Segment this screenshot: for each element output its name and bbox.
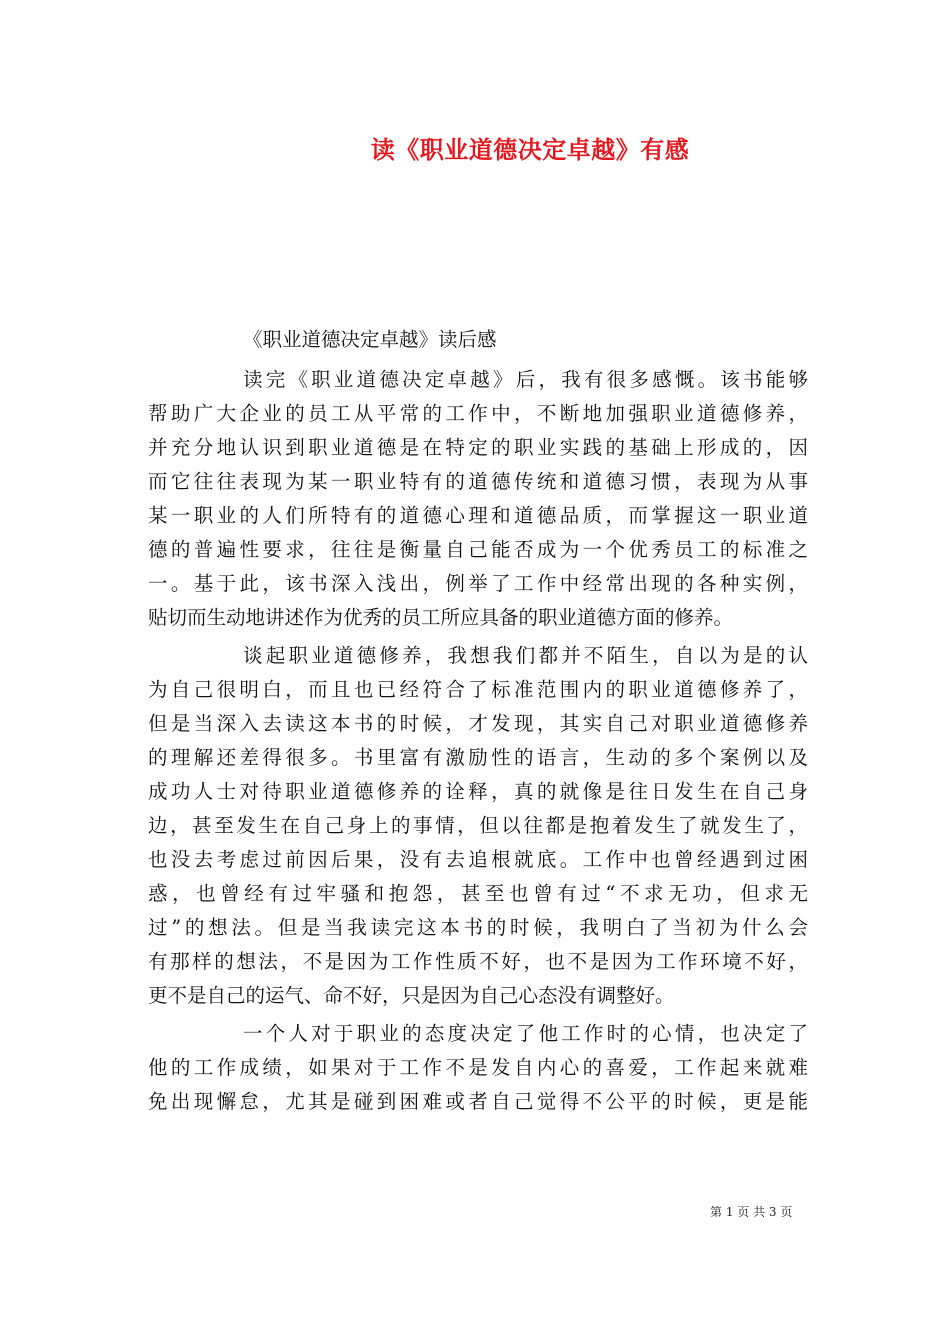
- paragraph-line: 免出现懈怠，尤其是碰到困难或者自己觉得不公平的时候，更是能: [148, 1090, 808, 1113]
- paragraph-line: 但是当深入去读这本书的时候，才发现，其实自己对职业道德修养: [148, 712, 808, 735]
- paragraph-line: 过”的想法。但是当我读完这本书的时候，我明白了当初为什么会: [148, 916, 808, 939]
- paragraph-line: 有那样的想法，不是因为工作性质不好，也不是因为工作环境不好，: [148, 950, 808, 973]
- document-subtitle: 《职业道德决定卓越》读后感: [243, 328, 497, 351]
- paragraph-line: 帮助广大企业的员工从平常的工作中，不断地加强职业道德修养，: [148, 402, 808, 425]
- paragraph-line: 他的工作成绩，如果对于工作不是发自内心的喜爱，工作起来就难: [148, 1056, 808, 1079]
- paragraph-line: 某一职业的人们所特有的道德心理和道德品质，而掌握这一职业道: [148, 504, 808, 527]
- paragraph-line: 边，甚至发生在自己身上的事情，但以往都是抱着发生了就发生了，: [148, 814, 808, 837]
- paragraph-line: 惑，也曾经有过牢骚和抱怨，甚至也曾有过“不求无功，但求无: [148, 882, 808, 905]
- paragraph-line: 也没去考虑过前因后果，没有去追根就底。工作中也曾经遇到过困: [148, 848, 808, 871]
- paragraph-line: 一。基于此，该书深入浅出，例举了工作中经常出现的各种实例，: [148, 572, 808, 595]
- paragraph-line: 并充分地认识到职业道德是在特定的职业实践的基础上形成的，因: [148, 436, 808, 459]
- paragraph-2: [148, 639, 808, 1013]
- document-title: 读《职业道德决定卓越》有感: [370, 136, 690, 164]
- paragraph-line: 而它往往表现为某一职业特有的道德传统和道德习惯，表现为从事: [148, 470, 808, 493]
- paragraph-line: 成功人士对待职业道德修养的诠释，真的就像是往日发生在自己身: [148, 780, 808, 803]
- paragraph-line: 更不是自己的运气、命不好，只是因为自己心态没有调整好。: [148, 984, 675, 1007]
- paragraph-line: 为自己很明白，而且也已经符合了标准范围内的职业道德修养了，: [148, 678, 808, 701]
- paragraph-line: 德的普遍性要求，往往是衡量自己能否成为一个优秀员工的标准之: [148, 538, 808, 561]
- paragraph-3: [148, 1017, 808, 1119]
- document-body: [148, 363, 808, 1119]
- paragraph-line: 一个人对于职业的态度决定了他工作时的心情，也决定了: [243, 1022, 808, 1045]
- paragraph-line: 的理解还差得很多。书里富有激励性的语言，生动的多个案例以及: [148, 746, 808, 769]
- paragraph-1: [148, 363, 808, 635]
- paragraph-line: 读完《职业道德决定卓越》后，我有很多感慨。该书能够: [243, 368, 808, 391]
- paragraph-line: 谈起职业道德修养，我想我们都并不陌生，自以为是的认: [243, 644, 808, 667]
- paragraph-line: 贴切而生动地讲述作为优秀的员工所应具备的职业道德方面的修养。: [148, 606, 734, 629]
- page-number: 第 1 页 共 3 页: [710, 1205, 793, 1219]
